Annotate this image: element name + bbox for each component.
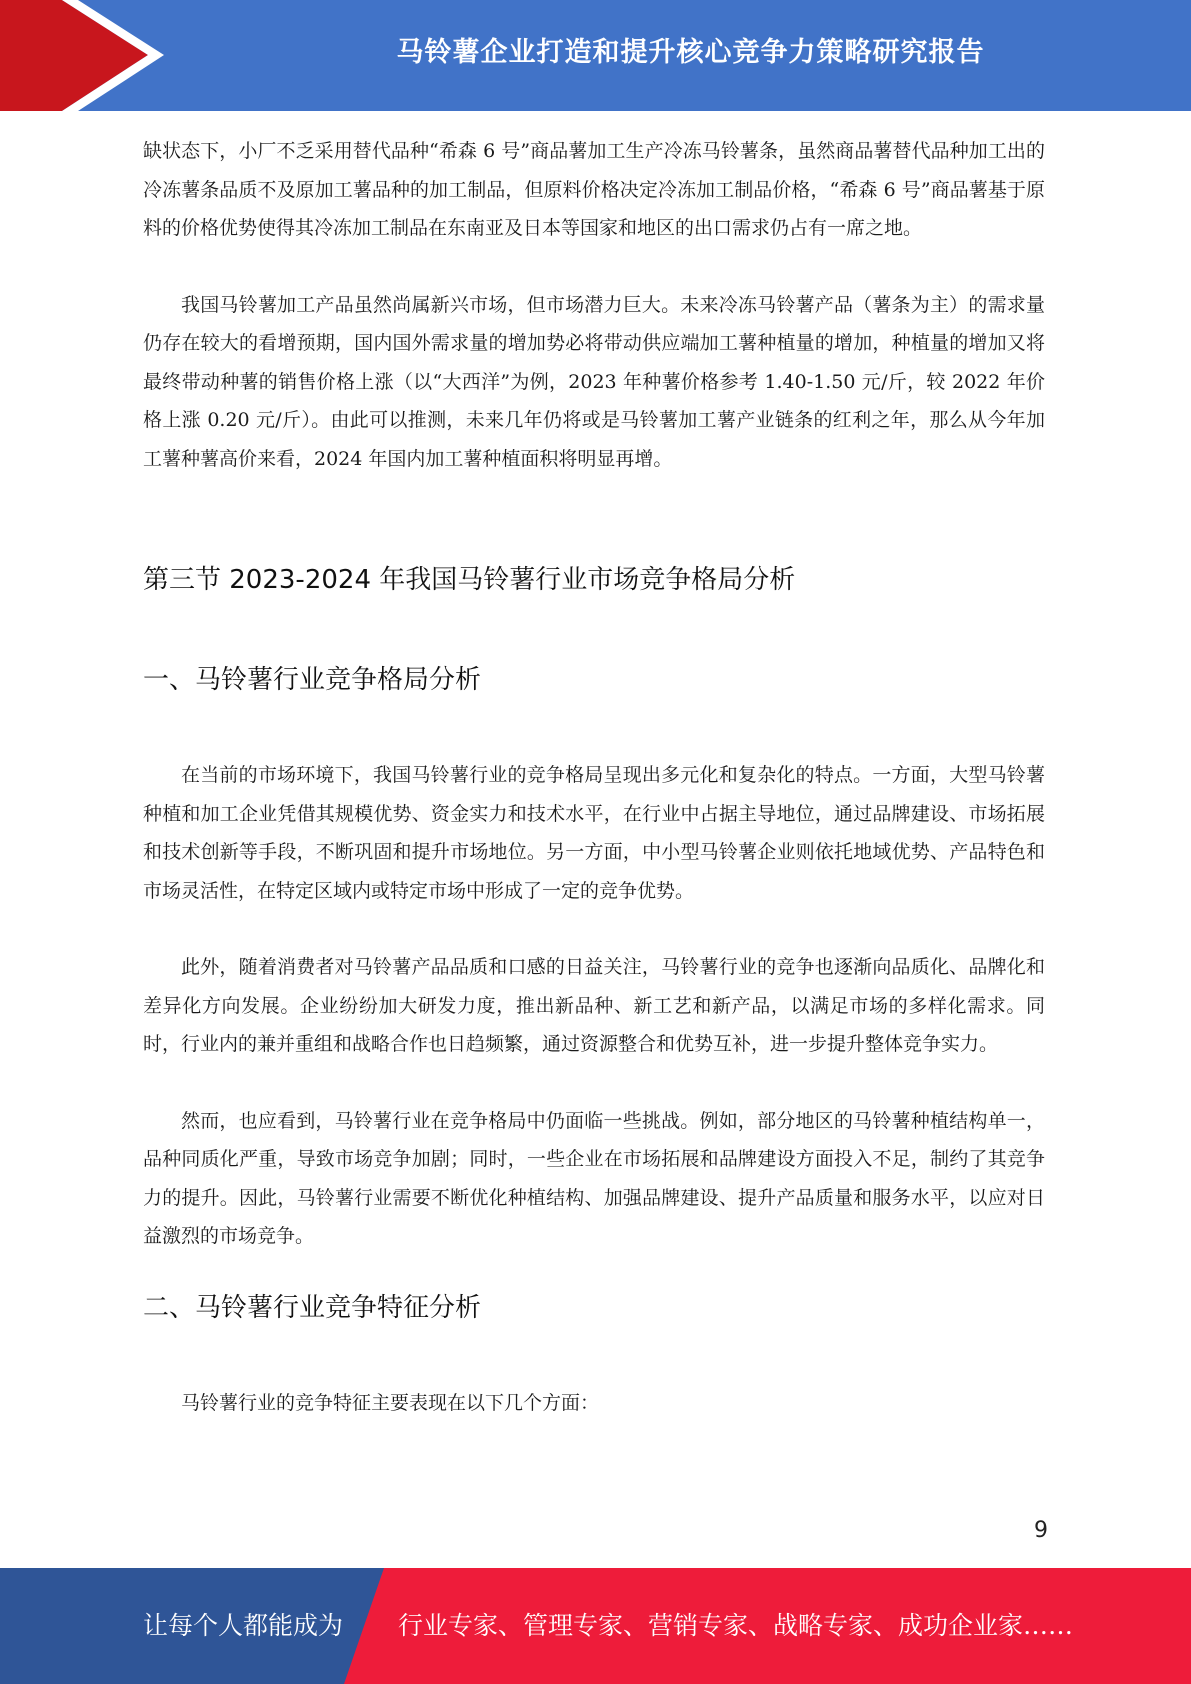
paragraph-challenges: 然而，也应看到，马铃薯行业在竞争格局中仍面临一些挑战。例如，部分地区的马铃薯种植结构单一，品种同质化严重，导致市场竞争加剧；同时，一些企业在市场拓展和品牌建设方面投入不足，制约了其竞争力的提升。因此，马铃薯行业需要不断优化种植结构、加强品牌建设、提升产品质量和服务水平，以应对日益激烈的市场竞争。: [143, 1109, 1045, 1247]
paragraph-features-intro: 马铃薯行业的竞争特征主要表现在以下几个方面：: [181, 1391, 600, 1414]
section-heading: 第三节 2023-2024 年我国马铃薯行业市场竞争格局分析: [143, 565, 796, 595]
paragraph-competition-landscape: 在当前的市场环境下，我国马铃薯行业的竞争格局呈现出多元化和复杂化的特点。一方面，大型马铃薯种植和加工企业凭借其规模优势、资金实力和技术水平，在行业中占据主导地位，通过品牌建设、市场拓展和技术创新等手段，不断巩固和提升市场地位。另一方面，中小型马铃薯企业则依托地域优势、产品特色和市场灵活性，在特定区域内或特定市场中形成了一定的竞争优势。: [143, 764, 1045, 902]
document-body: [143, 132, 1045, 1422]
subsection-heading-competition-landscape: 一、马铃薯行业竞争格局分析: [143, 665, 482, 695]
subsection-heading-competition-features: 二、马铃薯行业竞争特征分析: [143, 1292, 482, 1323]
header-red-arrow: [0, 0, 148, 111]
paragraph-market-potential: 我国马铃薯加工产品虽然尚属新兴市场，但市场潜力巨大。未来冷冻马铃薯产品（薯条为主）的需求量仍存在较大的看增预期，国内国外需求量的增加势必将带动供应端加工薯种植量的增加，种植量的增加又将最终带动种薯的销售价格上涨（以“大西洋”为例，2023 年种薯价格参考 1.40-1.50 元/斤，较 2022 年价格上涨 0.20 元/斤）。由此可以推测，未来几年仍将或是马铃薯加工薯产业链条的红利之年，那么从今年加工薯种薯高价来看，2024 年国内加工薯种植面积将明显再增。: [143, 293, 1045, 470]
report-title: 马铃薯企业打造和提升核心竞争力策略研究报告: [396, 37, 985, 68]
page-header: [0, 0, 1191, 111]
page-number: 9: [1034, 1518, 1048, 1543]
paragraph-continuation: 缺状态下，小厂不乏采用替代品种“希森 6 号”商品薯加工生产冷冻马铃薯条，虽然商品薯替代品种加工出的冷冻薯条品质不及原加工薯品种的加工制品，但原料价格决定冷冻加工制品价格，“希森 6 号”商品薯基于原料的价格优势使得其冷冻加工制品在东南亚及日本等国家和地区的出口需求仍占有一席之地。: [143, 140, 1045, 239]
footer-slogan-right: 行业专家、管理专家、营销专家、战略专家、成功企业家……: [398, 1611, 1074, 1640]
paragraph-quality-trend: 此外，随着消费者对马铃薯产品品质和口感的日益关注，马铃薯行业的竞争也逐渐向品质化、品牌化和差异化方向发展。企业纷纷加大研发力度，推出新品种、新工艺和新产品，以满足市场的多样化需求。同时，行业内的兼并重组和战略合作也日趋频繁，通过资源整合和优势互补，进一步提升整体竞争实力。: [143, 956, 1045, 1055]
page-footer: [0, 1568, 1191, 1684]
footer-slogan-left: 让每个人都能成为: [143, 1611, 344, 1640]
